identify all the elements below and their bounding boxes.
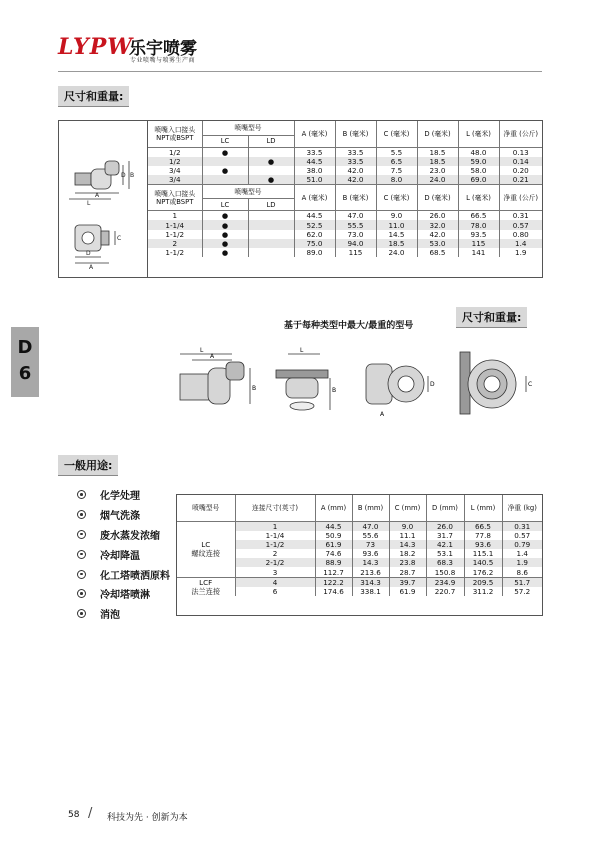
bullet-icon [77, 609, 86, 618]
table-row: 2 ● 75.0 94.0 18.5 53.0 115 1.4 [148, 239, 542, 248]
bullet-icon [77, 490, 86, 499]
table-row: 2 74.6 93.6 18.2 53.1 115.1 1.4 [177, 549, 542, 558]
header-divider [58, 71, 542, 72]
dimension-table-2 [176, 494, 543, 616]
col-model-header-2: 喷嘴型号 [202, 185, 294, 199]
col-ld-header: LD [248, 135, 294, 147]
table-row: 1-1/2 ● 62.0 73.0 14.5 42.0 93.5 0.80 [148, 230, 542, 239]
nozzle-end-view-icon [460, 352, 526, 414]
table-row: 1-1/4 50.9 55.6 11.1 31.7 77.8 0.57 [177, 531, 542, 540]
col-d-header: D (毫米) [417, 121, 458, 147]
table-row: 3 112.7 213.6 28.7 150.8 176.2 8.6 [177, 567, 542, 577]
bullet-icon [77, 530, 86, 539]
bullet-icon [77, 570, 86, 579]
svg-text:C: C [528, 381, 533, 388]
brand-tagline: 专业喷嘴与喷雾生产商 [130, 57, 196, 64]
section-title-dimensions: 尺寸和重量: [58, 86, 129, 107]
group-lc: LC 螺纹连接 [177, 521, 235, 577]
nozzle-large-drawings [170, 340, 542, 420]
table-row: 1-1/4 ● 52.5 55.5 11.0 32.0 78.0 0.57 [148, 220, 542, 229]
table-row: 3/4 ● 38.0 42.0 7.5 23.0 58.0 0.20 [148, 166, 542, 175]
list-item: 化工塔喷洒原料 [77, 564, 170, 584]
page-number: 58 [68, 810, 80, 820]
group-lcf: LCF 法兰连接 [177, 577, 235, 596]
nozzle-top-view-icon [366, 364, 428, 404]
table-row: 1-1/2 61.9 73 14.3 42.1 93.6 0.79 [177, 540, 542, 549]
svg-text:D: D [121, 172, 126, 179]
footer-divider: / [88, 806, 93, 821]
section-subtitle: 基于每种类型中最大/最重的型号 [284, 321, 414, 331]
bullet-icon [77, 589, 86, 598]
col-model-header: 喷嘴型号 [202, 121, 294, 135]
col-a-header: A (毫米) [294, 121, 335, 147]
footer-slogan: 科技为先 · 创新为本 [107, 813, 188, 823]
nozzle-side-view-icon [59, 121, 147, 277]
col-inlet-header-2: 喷嘴入口接头 NPT或BSPT [148, 185, 202, 211]
svg-text:A: A [210, 353, 215, 360]
svg-text:B: B [332, 387, 337, 394]
list-item: 烟气洗涤 [77, 505, 170, 525]
brand-name: 乐宇喷雾 [129, 39, 197, 59]
table-row: 2-1/2 88.9 14.3 23.8 68.3 140.5 1.9 [177, 558, 542, 567]
svg-text:D: D [430, 381, 435, 388]
svg-text:L: L [200, 347, 204, 354]
svg-text:A: A [89, 264, 94, 271]
svg-text:C: C [117, 235, 122, 242]
table-row: 1/2 ● 33.5 33.5 5.5 18.5 48.0 0.13 [148, 147, 542, 157]
table-1-grid: 喷嘴入口接头 NPT或BSPT 喷嘴型号 A (毫米) B (毫米) C (毫米) D (毫米) L (毫米) 净重 (公斤) LC LD 1/2 ● 33.5 33.5 5.5 18.5 48.0 0.13 1/2 ● 44.5 33.5 6.5 18.5 59.0 0.14 3/4 ● 38.0 42.0 7.5 23.0 58.0 0.20 3/4 ● 51.0 42.0 8.0 24.0 69.0 0.21 喷嘴入口接头 NPT或BSPT 喷嘴型号 A (毫米) B (毫米) C (毫米) D (毫米) L (毫米) 净重 (公斤) LC LD 1 ● 44.5 47.0 9.0 26.0 66.5 0.31 1-1/4 ● 52.5 55.5 11.0 32.0 78.0 0.57 1-1/2 ● 62.0 73.0 14.5 42.0 93.5 0.80 2 ● 75.0 94.0 18.5 53.0 115 1.4 1-1/2 ● 89.0 115 24.0 68.5 141 1.9 [148, 121, 542, 257]
list-item: 废水蒸发浓缩 [77, 525, 170, 545]
col-b-header: B (毫米) [335, 121, 376, 147]
svg-text:B: B [252, 385, 257, 392]
svg-text:B: B [130, 172, 135, 179]
uses-list [77, 485, 170, 624]
table-row: 3/4 ● 51.0 42.0 8.0 24.0 69.0 0.21 [148, 175, 542, 185]
bullet-icon [77, 550, 86, 559]
table-row: 1 ● 44.5 47.0 9.0 26.0 66.5 0.31 [148, 211, 542, 221]
svg-text:A: A [95, 192, 100, 199]
col-lc-header: LC [202, 135, 248, 147]
table-2-grid: 喷嘴型号 连接尺寸(英寸) A (mm) B (mm) C (mm) D (mm) L (mm) 净重 (kg) LC 螺纹连接 1 44.5 47.0 9.0 26.0 66.5 0.31 1-1/4 50.9 55.6 11.1 31.7 77.8 0.57 1-1/2 61.9 73 14.3 42.1 93.6 0.79 2 74.6 93.6 18.2 53.1 115.1 1.4 2-1/2 88.9 14.3 23.8 68.3 140.5 1.9 3 112.7 213.6 28.7 150.8 176.2 8.6 LCF 法兰连接 4 122.2 314.3 39.7 234.9 209.5 51.7 6 174.6 338.1 61.9 220.7 311.2 57.2 [177, 495, 542, 596]
section-tab: D 6 [11, 327, 39, 397]
list-item: 消泡 [77, 604, 170, 624]
list-item: 冷却降温 [77, 544, 170, 564]
table-row: 1-1/2 ● 89.0 115 24.0 68.5 141 1.9 [148, 248, 542, 257]
section-title-dimensions-2: 尺寸和重量: [456, 307, 527, 328]
col-weight-header: 净重 (公斤) [499, 121, 542, 147]
list-item: 化学处理 [77, 485, 170, 505]
list-item: 冷却塔喷淋 [77, 584, 170, 604]
table-row: LC 螺纹连接 1 44.5 47.0 9.0 26.0 66.5 0.31 [177, 521, 542, 531]
nozzle-front-view-icon [180, 354, 250, 404]
section-title-uses: 一般用途: [58, 455, 118, 476]
svg-text:L: L [300, 347, 304, 354]
col-l-header: L (毫米) [458, 121, 499, 147]
table-row: 6 174.6 338.1 61.9 220.7 311.2 57.2 [177, 587, 542, 596]
brand-logo: LYPW [58, 34, 134, 60]
svg-text:D: D [86, 250, 91, 257]
svg-text:L: L [87, 200, 91, 207]
bullet-icon [77, 510, 86, 519]
svg-text:A: A [380, 411, 385, 418]
nozzle-drawings-small [59, 121, 148, 277]
table-row: 1/2 ● 44.5 33.5 6.5 18.5 59.0 0.14 [148, 157, 542, 166]
nozzle-flange-view-icon [276, 354, 330, 410]
dimension-table-1 [58, 120, 543, 278]
table-row: LCF 法兰连接 4 122.2 314.3 39.7 234.9 209.5 51.7 [177, 577, 542, 587]
col-c-header: C (毫米) [376, 121, 417, 147]
col-inlet-header: 喷嘴入口接头 NPT或BSPT [154, 125, 196, 142]
